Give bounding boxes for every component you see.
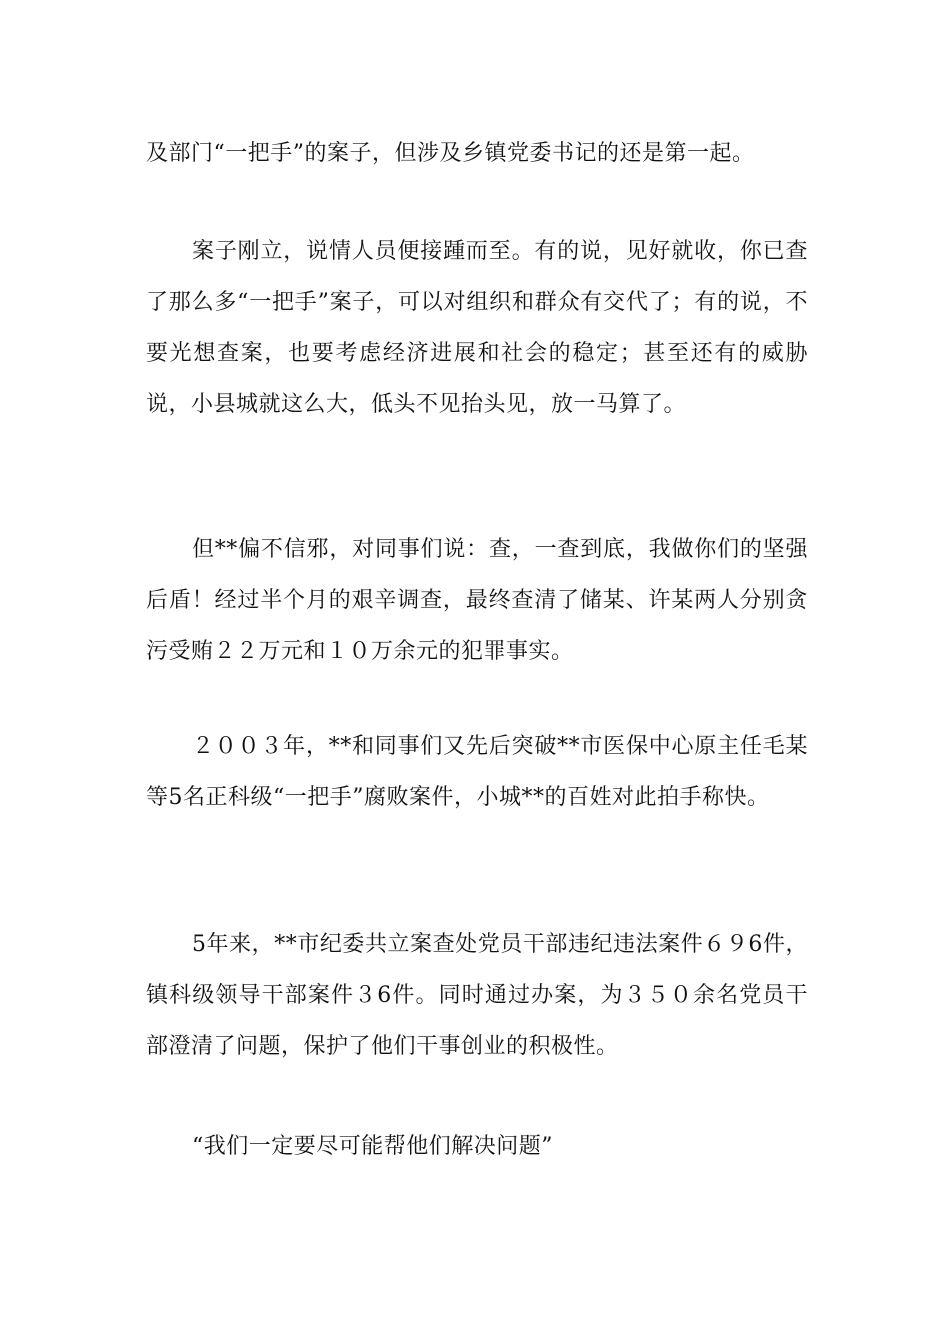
paragraph-continuation: 及部门“一把手”的案子，但涉及乡镇党委书记的还是第一起。: [146, 141, 755, 166]
paragraph-investigation: 但**偏不信邪，对同事们说：查，一查到底，我做你们的坚强后盾！经过半个月的艰辛调查，最终查清了储某、许某两人分别贪污受贿２２万元和１０万余元的犯罪事实。: [146, 537, 808, 664]
paragraph-five-year-stats: 5年来，**市纪委共立案查处党员干部违纪违法案件６９6件，镇科级领导干部案件３6件。同时通过办案，为３５０余名党员干部澄清了问题，保护了他们干事创业的积极性。: [146, 932, 808, 1059]
paragraph-2003-cases: ２００３年，**和同事们又先后突破**市医保中心原主任毛某等5名正科级“一把手”腐败案件，小城**的百姓对此拍手称快。: [146, 734, 808, 810]
section-heading-quote: “我们一定要尽可能帮他们解决问题”: [192, 1134, 553, 1159]
paragraph-lobbying: 案子刚立，说情人员便接踵而至。有的说，见好就收，你已查了那么多“一把手”案子，可以对组织和群众有交代了；有的说，不要光想查案，也要考虑经济进展和社会的稳定；甚至还有的威胁说，小县城就这么大，低头不见抬头见，放一马算了。: [146, 239, 808, 417]
